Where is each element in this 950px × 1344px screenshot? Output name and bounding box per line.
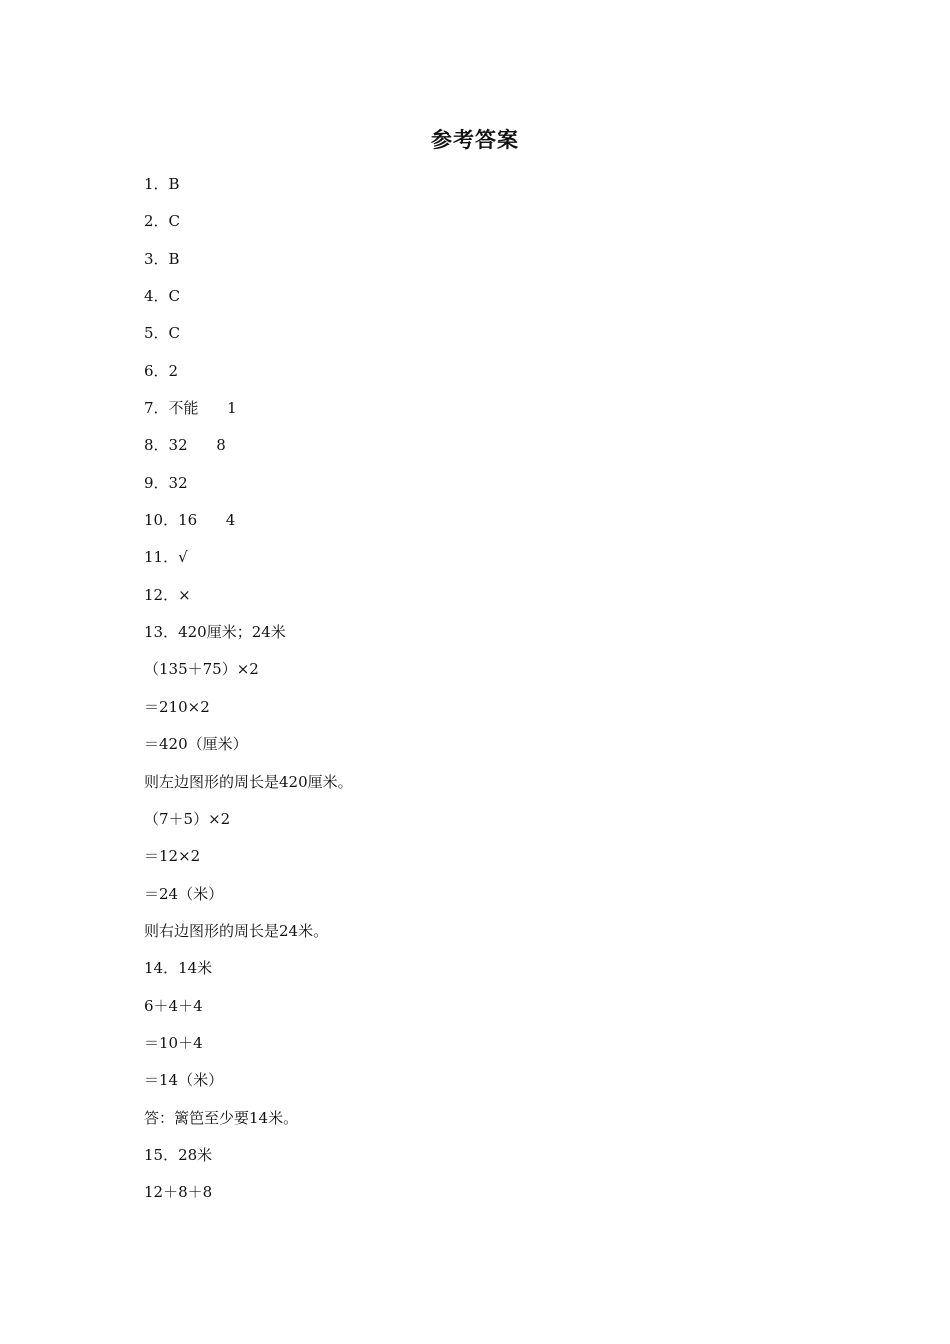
answer-line-8: 8．32 8 [144,436,226,455]
working-line: ＝10＋4 [144,1033,203,1052]
conclusion-line: 答：篱笆至少要14米。 [144,1108,299,1127]
answer-line-14: 14．14米 [144,959,213,978]
page-title: 参考答案 [431,128,519,152]
answer-line-2: 2．C [144,212,181,231]
working-line: ＝420（厘米） [144,735,248,754]
answer-line-1: 1．B [144,175,180,193]
answer-line-5: 5．C [144,324,181,343]
answer-line-12: 12．× [144,585,191,604]
conclusion-line: 则右边图形的周长是24米。 [144,921,329,940]
answer-line-13: 13．420厘米；24米 [144,623,286,642]
working-line: ＝210×2 [144,697,210,716]
answer-line-11: 11．√ [144,548,188,567]
answer-list [144,170,844,1216]
answer-line-4: 4．C [144,287,181,306]
working-line: （135＋75）×2 [144,660,259,679]
answer-line-10: 10．16 4 [144,511,236,530]
working-line: 12＋8＋8 [144,1183,213,1202]
answer-line-9: 9．32 [144,473,188,492]
working-line: ＝14（米） [144,1071,224,1090]
working-line: ＝24（米） [144,884,224,903]
answer-line-15: 15．28米 [144,1145,213,1164]
conclusion-line: 则左边图形的周长是420厘米。 [144,772,353,791]
answer-line-6: 6．2 [144,361,179,380]
working-line: 6＋4＋4 [144,996,203,1015]
working-line: ＝12×2 [144,847,201,866]
answer-line-7: 7．不能 1 [144,399,237,418]
working-line: （7＋5）×2 [144,809,231,828]
answer-line-3: 3．B [144,249,180,268]
